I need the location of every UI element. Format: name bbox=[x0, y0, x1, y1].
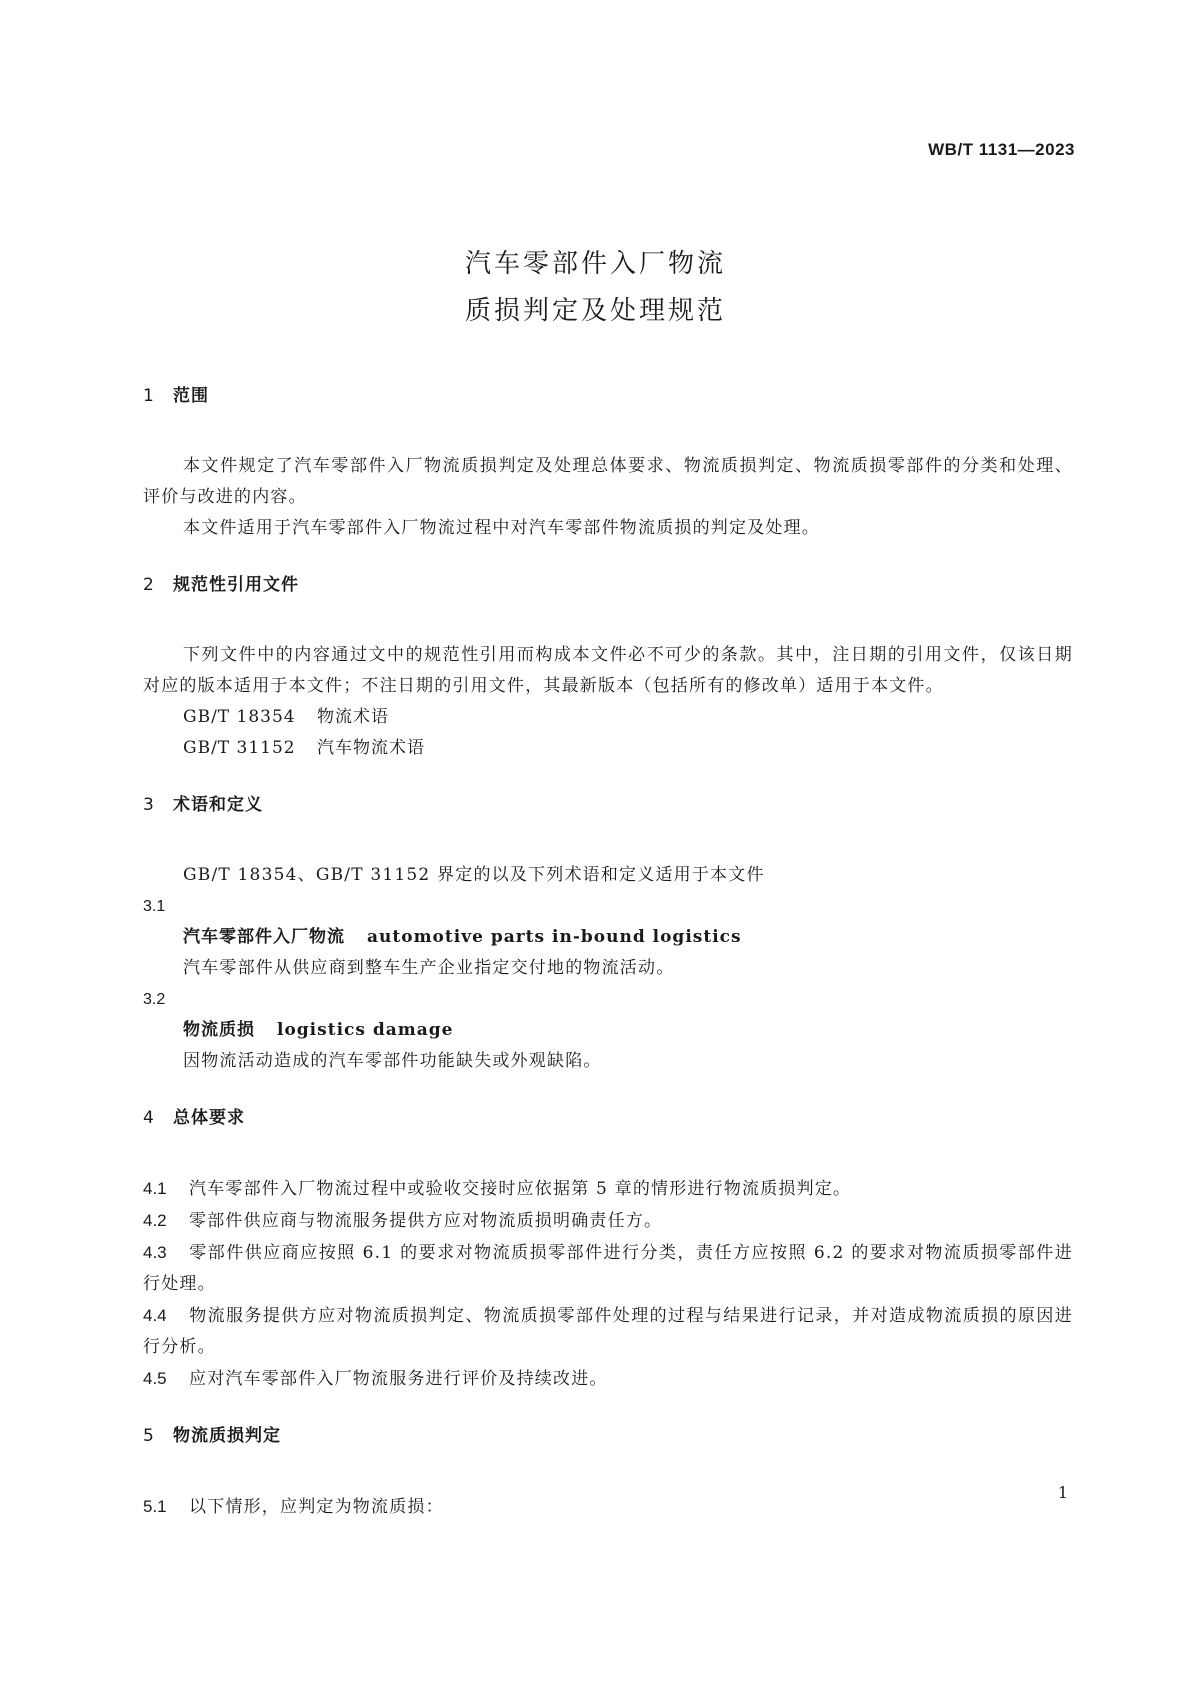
page-number: 1 bbox=[1057, 1483, 1068, 1502]
clause: 4.3 零部件供应商应按照 6.1 的要求对物流质损零部件进行分类，责任方应按照 6.2 的要求对物流质损零部件进行处理。 bbox=[143, 1243, 1073, 1294]
clause: 4.5 应对汽车零部件入厂物流服务进行评价及持续改进。 bbox=[143, 1369, 608, 1389]
document-title-line-1: 汽车零部件入厂物流 bbox=[464, 249, 726, 279]
section-heading: 3 术语和定义 bbox=[143, 795, 263, 815]
clause: 4.4 物流服务提供方应对物流质损判定、物流质损零部件处理的过程与结果进行记录，并对造成物流质损的原因进行分析。 bbox=[143, 1306, 1073, 1357]
document-body bbox=[143, 385, 1073, 1553]
term-name: 物流质损 logistics damage bbox=[183, 1020, 454, 1040]
standard-code: WB/T 1131—2023 bbox=[928, 140, 1075, 159]
paragraph: 本文件规定了汽车零部件入厂物流质损判定及处理总体要求、物流质损判定、物流质损零部件的分类和处理、评价与改进的内容。 bbox=[143, 456, 1073, 507]
reference-item: GB/T 18354 物流术语 bbox=[183, 707, 389, 727]
clause: 5.1 以下情形，应判定为物流质损： bbox=[143, 1497, 444, 1517]
clause: 4.1 汽车零部件入厂物流过程中或验收交接时应依据第 5 章的情形进行物流质损判定。 bbox=[143, 1179, 852, 1199]
reference-item: GB/T 31152 汽车物流术语 bbox=[183, 738, 425, 758]
section-terms-definitions bbox=[143, 794, 1073, 1077]
section-heading: 2 规范性引用文件 bbox=[143, 575, 299, 595]
term-definition: 汽车零部件从供应商到整车生产企业指定交付地的物流活动。 bbox=[183, 958, 675, 978]
document-title-line-2: 质损判定及处理规范 bbox=[464, 296, 726, 326]
term-name: 汽车零部件入厂物流 automotive parts in-bound logistics bbox=[183, 927, 742, 947]
section-heading: 4 总体要求 bbox=[143, 1108, 245, 1128]
term-number: 3.1 bbox=[143, 898, 166, 915]
paragraph: 下列文件中的内容通过文中的规范性引用而构成本文件必不可少的条款。其中，注日期的引用文件，仅该日期对应的版本适用于本文件；不注日期的引用文件，其最新版本（包括所有的修改单）适用于本文件。 bbox=[143, 645, 1073, 696]
section-heading: 5 物流质损判定 bbox=[143, 1426, 281, 1446]
section-normative-references bbox=[143, 574, 1073, 764]
term-definition: 因物流活动造成的汽车零部件功能缺失或外观缺陷。 bbox=[183, 1051, 602, 1071]
term-number: 3.2 bbox=[143, 991, 166, 1008]
paragraph: 本文件适用于汽车零部件入厂物流过程中对汽车零部件物流质损的判定及处理。 bbox=[183, 518, 820, 538]
section-heading: 1 范围 bbox=[143, 386, 209, 406]
clause: 4.2 零部件供应商与物流服务提供方应对物流质损明确责任方。 bbox=[143, 1211, 663, 1231]
section-scope bbox=[143, 385, 1073, 544]
section-general-requirements bbox=[143, 1107, 1073, 1395]
section-damage-determination bbox=[143, 1425, 1073, 1523]
paragraph: GB/T 18354、GB/T 31152 界定的以及下列术语和定义适用于本文件 bbox=[183, 865, 765, 885]
